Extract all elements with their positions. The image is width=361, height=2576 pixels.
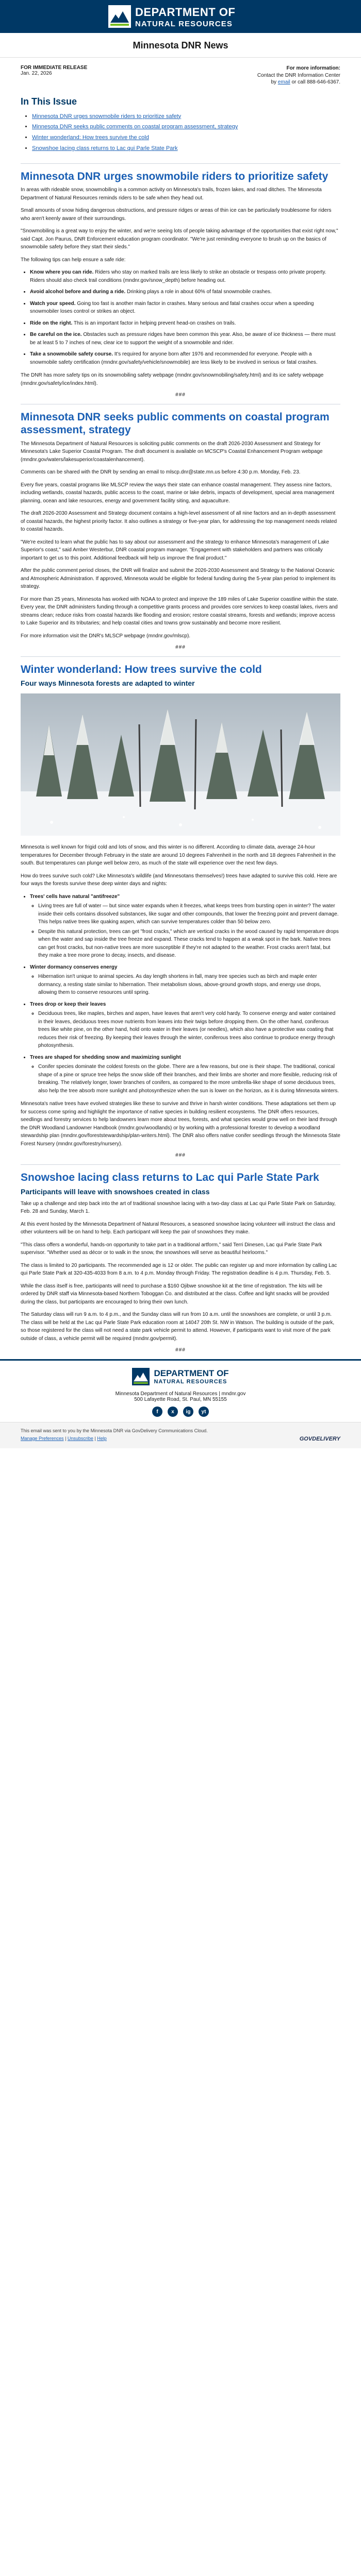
article-subtitle: Participants will leave with snowshoes created in class xyxy=(21,1187,210,1196)
tip-lead: Watch your speed. xyxy=(30,300,76,307)
paragraph: Comments can be shared with the DNR by sending an email to mlscp.dnr@state.mn.us before 4:30 p.m. Monday, Feb. 23. xyxy=(21,469,301,476)
paragraph: How do trees survive such cold? Like Minnesota's wildlife (and Minnesotans themselves!) trees have adapted to survive this cold. Here are four ways the forests survive these deep winter days and nights: xyxy=(21,873,337,887)
tip-lead: Avoid alcohol before and during a ride. xyxy=(30,289,126,295)
article-subtitle: Four ways Minnesota forests are adapted to winter xyxy=(21,679,195,688)
gd-notice: This email was sent to you by the Minnesota DNR via GovDelivery Communications Cloud. xyxy=(21,1428,208,1433)
adaptations-list xyxy=(30,893,340,1095)
footer-logo xyxy=(132,1368,228,1385)
toc-list xyxy=(32,111,340,155)
adaptation-detail: ◦ Deciduous trees, like maples, birches and aspen, have leaves that aren't very cold hardy. To conserve energy and water contained in their leaves, deciduous trees move nutrients from leaves into their twigs before dropping them. On the other hand, coniferous trees like white pine, on the other hand, hold onto water in their leaves (or needles), which also have a protective wax coating that reduces their risk of freezing. By keeping their leaves through the winter, coniferous trees also continue to produce energy through photosynthesis. xyxy=(38,1010,340,1050)
divider-line xyxy=(21,163,340,164)
toc-link-coastal[interactable]: Minnesota DNR seeks public comments on coastal program assessment, strategy xyxy=(32,124,238,130)
article-title: Snowshoe lacing class returns to Lac qui Parle State Park xyxy=(21,1172,319,1184)
toc-link-trees[interactable]: Winter wonderland: How trees survive the cold xyxy=(32,134,149,141)
social-links xyxy=(0,1406,361,1417)
paragraph: "This class offers a wonderful, hands-on opportunity to take part in a traditional artform," said Terri Dinesen, Lac qui Parle State Park supervisor. "Whether used as décor or to walk in the snow, the snowshoes will serve as beautiful heirlooms." xyxy=(21,1242,322,1256)
footer-brand-line-1: DEPARTMENT OF xyxy=(154,1368,229,1378)
paragraph: Small amounts of snow hiding dangerous obstructions, and pressure ridges or areas of thin ice can be particularly troublesome for riders who aren't keenly aware of their surroundings. xyxy=(21,208,332,222)
toc-link-snowshoe[interactable]: Snowshoe lacing class returns to Lac qui Parle State Park xyxy=(32,145,178,152)
article-snowmobile xyxy=(21,170,340,398)
footer-address-line-1: Minnesota Department of Natural Resources | mndnr.gov xyxy=(115,1391,246,1397)
snowy-forest-photo xyxy=(21,693,340,836)
tip-item xyxy=(30,268,340,284)
end-marker: ### xyxy=(175,1347,186,1353)
tip-item xyxy=(30,288,340,296)
tip-item xyxy=(30,350,340,366)
facebook-icon[interactable]: f xyxy=(152,1406,162,1417)
adaptation-heading: Trees' cells have natural "antifreeze" xyxy=(30,893,120,900)
brand-line-2: NATURAL RESOURCES xyxy=(135,20,233,28)
adaptation-detail: ◦ Living trees are full of water — but since water expands when it freezes, what keeps trees from bursting open in winter? The water inside their cells contains dissolved substances, like sugar and other compounds, that lower the freezing point and prevent damage. This helps native trees like quaking aspen, which can survive temperatures colder than 50 below zero. xyxy=(38,902,340,926)
paragraph: Take up a challenge and step back into the art of traditional snowshoe lacing with a two-day class at Lac qui Parle State Park on Saturday, Feb. 28 and Sunday, March 1. xyxy=(21,1200,336,1214)
tip-lead: Take a snowmobile safety course. xyxy=(30,351,113,358)
paragraph: Minnesota's native trees have evolved strategies like these to survive and thrive in harsh winter conditions. These adaptations set them up for success come spring and highlight the importance of native species in building resilient ecosystems. The DNR offers resources, seedlings and forestry services to help landowners learn more about trees, forests, and what species would grow well on their land through the DNR Woodland Landowner Handbook (mndnr.gov/woodlands) or by working with a professional forester to develop a woodland stewardship plan (mndnr.gov/foreststewardship/plan-writers.html). The DNR also offers native conifer seedlings through the Minnesota State Forest Nursery (mndnr.gov/forestry/nursery). xyxy=(21,1101,340,1147)
govdelivery-logo: GOVDELIVERY xyxy=(299,1435,340,1442)
tip-lead: Know where you can ride. xyxy=(30,269,94,276)
adaptation-item xyxy=(30,1054,340,1095)
toc-item xyxy=(32,111,340,122)
divider-line xyxy=(21,1164,340,1165)
toc-item xyxy=(32,122,340,132)
paragraph: For more than 25 years, Minnesota has worked with NOAA to protect and improve the 189 miles of Lake Superior coastline within the state. Every year, the DNR administers funding through a competitive grants process and provides core services to keep coastal lakes, rivers and streams clean; reduce risks from coastal hazards like flooding and erosion; restore coastal streams, forests and wetlands; improve access to Lake Superior and its tributaries; and help coastal cities and towns grow sustainably and become more resilient. xyxy=(21,596,338,626)
adaptation-detail: ◦ Despite this natural protection, trees can get "frost cracks," which are vertical cracks in the wood caused by rapid temperature drops when the water and sap inside the tree freeze and expand. These cracks tend to happen at a weak spot in the bark. Native trees can get frost cracks, but non-native trees are more susceptible if they're not adapted to the weather. Frost cracks aren't fatal, but they make a tree more prone to decay, insects, and disease. xyxy=(38,928,340,960)
brand-line-1: DEPARTMENT OF xyxy=(135,6,236,19)
tip-text: This is an important factor in helping prevent head-on crashes on trails. xyxy=(72,320,236,326)
article-coastal xyxy=(21,411,340,650)
tip-item xyxy=(30,300,340,316)
paragraph: The Saturday class will run 9 a.m. to 4 p.m., and the Sunday class will run from 10 a.m. until the snowshoes are complete, or until 3 p.m. The class will be held at the Lac qui Parle State Park education room at 14047 20th St. NW in Watson. The building is outside of the park, so those registered for the class will not need a state park vehicle permit to attend. However, if participants want to visit more of the park outside of class, a vehicle permit will be required (mndnr.gov/permit). xyxy=(21,1312,335,1342)
adaptation-item xyxy=(30,1001,340,1050)
article-title: Minnesota DNR seeks public comments on coastal program assessment, strategy xyxy=(21,411,330,436)
adaptation-detail: ◦ Conifer species dominate the coldest forests on the globe. There are a few reasons, but one is their shape. The traditional, conical shape of a pine or spruce tree helps the snow slide off their branches, and their limbs are shorter and more flexible, reducing risk of breaking. The relatively longer, lower branches of conifers, as compared to the more umbrella-like shape of some deciduous trees, also help the tree absorb more sunlight and photosynthesize when the sun is lower on the horizon, as it is during Minnesota winters. xyxy=(38,1063,340,1095)
adaptation-heading: Trees drop or keep their leaves xyxy=(30,1001,106,1007)
adaptation-detail: ◦ Hibernation isn't unique to animal species. As day length shortens in fall, many tree species such as birch and maple enter dormancy, a resting state similar to hibernation. Their metabolism slows, above-ground growth stops, and energy use drops, allowing them to conserve resources until spring. xyxy=(38,973,340,997)
paragraph: The Minnesota Department of Natural Resources is soliciting public comments on the draft 2026-2030 Assessment and Strategy for Minnesota's Lake Superior Coastal Program. The draft document is available on MCSCP's Coastal Enhancement Program webpage (mndnr.gov/waters/lakesuperior/coastalenhancement). xyxy=(21,440,323,463)
adaptation-heading: Trees are shaped for shedding snow and maximizing sunlight xyxy=(30,1054,181,1060)
footer xyxy=(0,1359,361,1422)
end-marker: ### xyxy=(175,1153,186,1159)
release-meta xyxy=(21,58,340,89)
paragraph: While the class itself is free, participants will need to purchase a $160 Ojibwe snowshoe kit at the time of registration. The kits will be ordered by DNR staff via Minnesota-based Northern Toboggan Co. and distributed at the class. Coffee and light snacks will be provided during the class, but participants are encouraged to bring their own lunch. xyxy=(21,1283,330,1305)
adaptation-item xyxy=(30,963,340,997)
info-phone: or call 888-646-6367. xyxy=(291,79,340,85)
tip-text: Drinking plays a role in about 60% of fatal snowmobile crashes. xyxy=(125,289,272,295)
paragraph: Every five years, coastal programs like MLSCP review the ways their state can enhance coastal management. They assess nine factors, including wetlands, coastal hazards, public access to the coast, marine or lake debris, impacts of development, special area management planning, ocean and lake resources, energy and government facility siting, and aquaculture. xyxy=(21,482,335,504)
toc-item xyxy=(32,143,340,154)
footer-address-line-2: 500 Lafayette Road, St. Paul, MN 55155 xyxy=(134,1397,227,1402)
info-email-link[interactable]: email xyxy=(277,79,290,85)
release-label: FOR IMMEDIATE RELEASE xyxy=(21,65,88,71)
newsletter-title: Minnesota DNR News xyxy=(0,33,361,58)
article-snowshoe xyxy=(21,1171,340,1353)
paragraph: The class is limited to 20 participants. The recommended age is 12 or older. The public can register up and more information by calling Lac qui Parle State Park at 320-435-4033 from 8 a.m. to 4 p.m. Monday through Friday. The registration deadline is 4 p.m. Thursday, Feb. 5. xyxy=(21,1262,337,1276)
youtube-icon[interactable]: yt xyxy=(199,1406,209,1417)
paragraph: In areas with rideable snow, snowmobiling is a common activity on Minnesota's trails, frozen lakes, and road ditches. The Minnesota Department of Natural Resources reminds riders to be safe when they head out. xyxy=(21,187,322,201)
footer-dnr-logo-icon xyxy=(132,1368,150,1385)
help-link[interactable]: Help xyxy=(97,1436,107,1441)
info-email-prefix: by xyxy=(271,79,277,85)
article-trees xyxy=(21,663,340,1158)
manage-preferences-link[interactable]: Manage Preferences xyxy=(21,1436,64,1441)
paragraph: The DNR has more safety tips on its snowmobiling safety webpage (mndnr.gov/snowmobiling/safety.html) and its ice safety webpage (mndnr.gov/safety/ice/index.html). xyxy=(21,372,324,386)
divider-line xyxy=(21,656,340,657)
info-contact: Contact the DNR Information Center xyxy=(257,72,340,78)
tip-text: It's required for anyone born after 1976 and recommended for everyone. People with a snowmobile safety certification (mndnr.gov/safety/vehicle/snowmobile) are less likely to be involved in serious or fatal crashes. xyxy=(30,351,318,365)
x-icon[interactable]: x xyxy=(168,1406,178,1417)
tip-text: Obstacles such as pressure ridges have been common this year. Also, be aware of ice thickness — there must be at least 5 to 7 inches of new, clear ice to support the weight of a snowmobile and rider. xyxy=(30,332,336,346)
tip-item xyxy=(30,319,340,328)
unsubscribe-link[interactable]: Unsubscribe xyxy=(67,1436,93,1441)
dnr-header-bar xyxy=(0,0,361,33)
govdelivery-footer: This email was sent to you by the Minnesota DNR via GovDelivery Communications Cloud. Manage Preferences | Unsubscribe | Help GOVDELIVERY xyxy=(0,1422,361,1448)
article-title: Winter wonderland: How trees survive the cold xyxy=(21,664,262,676)
dnr-brand xyxy=(135,7,235,28)
toc-title: In This Issue xyxy=(21,96,77,107)
instagram-icon[interactable]: ig xyxy=(183,1406,193,1417)
adaptation-heading: Winter dormancy conserves energy xyxy=(30,964,118,970)
paragraph: For more information visit the DNR's MLSCP webpage (mndnr.gov/mlscp). xyxy=(21,633,191,639)
toc-link-snowmobile[interactable]: Minnesota DNR urges snowmobile riders to prioritize safety xyxy=(32,113,182,120)
end-marker: ### xyxy=(175,392,186,398)
content xyxy=(21,58,340,1353)
adaptation-item xyxy=(30,893,340,960)
paragraph: At this event hosted by the Minnesota Department of Natural Resources, a seasoned snowshoe lacing volunteer will instruct the class and other volunteers will be on hand to help. Each participant will keep the pair of snowshoes they make. xyxy=(21,1221,335,1235)
paragraph: Minnesota is well known for frigid cold and lots of snow, and this winter is no different. According to climate data, average 24-hour temperatures for December through February in the state are around 10 degrees Fahrenheit in the north and 18 degrees Fahrenheit in the south. But temperatures can plunge well below zero, as much of the state will experience over the next few days. xyxy=(21,844,336,867)
tip-item xyxy=(30,331,340,347)
article-title: Minnesota DNR urges snowmobile riders to prioritize safety xyxy=(21,171,329,183)
footer-brand-line-2: NATURAL RESOURCES xyxy=(154,1379,227,1385)
paragraph: "Snowmobiling is a great way to enjoy the winter, and we're seeing lots of people taking advantage of the opportunities that exist right now," said Capt. Jon Paurus, DNR Enforcement education program coordinator. "We're just reminding everyone to brush up on the basics of snowmobile safety before they start their sleds." xyxy=(21,228,338,250)
release-date: Jan. 22, 2026 xyxy=(21,71,52,76)
tip-lead: Ride on the right. xyxy=(30,320,73,326)
tip-text: Going too fast is another main factor in crashes. Many serious and fatal crashes occur when a speeding snowmobiler loses control or strikes an object. xyxy=(30,300,314,315)
dnr-logo-icon xyxy=(108,5,131,28)
tip-lead: Be careful on the ice. xyxy=(30,332,82,338)
end-marker: ### xyxy=(175,645,186,651)
paragraph: The following tips can help ensure a safe ride: xyxy=(21,257,126,263)
paragraph: The draft 2026-2030 Assessment and Strategy document contains a high-level assessment of all nine factors and an in-depth assessment of coastal hazards, the highest priority factor. It also outlines a strategy or five-year plan, for addressing the top management needs related to coastal hazards. xyxy=(21,511,337,533)
footer-address xyxy=(0,1391,361,1402)
toc-item xyxy=(32,132,340,143)
paragraph: After the public comment period closes, the DNR will finalize and submit the 2026-2030 Assessment and Strategy to the National Oceanic and Atmospheric Administration. If approved, Minnesota would be eligible for federal funding during the 5-year plan period to implement its strategy. xyxy=(21,568,336,590)
safety-tips-list xyxy=(30,268,340,366)
info-label: For more information: xyxy=(286,65,340,71)
tip-text: Riders who stay on marked trails are less likely to strike an obstacle or trespass onto private property. Riders should also check trail conditions (mndnr.gov/snow_depth) before heading out. xyxy=(30,269,326,283)
paragraph: "We're excited to learn what the public has to say about our assessment and the strategy to enhance Minnesota's management of Lake Superior's coast," said Amber Westerbur, DNR coastal program manager. "Engagement with stakeholders and partners was critically important to get us to this point. Additional feedback will help us improve the final product." xyxy=(21,539,330,561)
